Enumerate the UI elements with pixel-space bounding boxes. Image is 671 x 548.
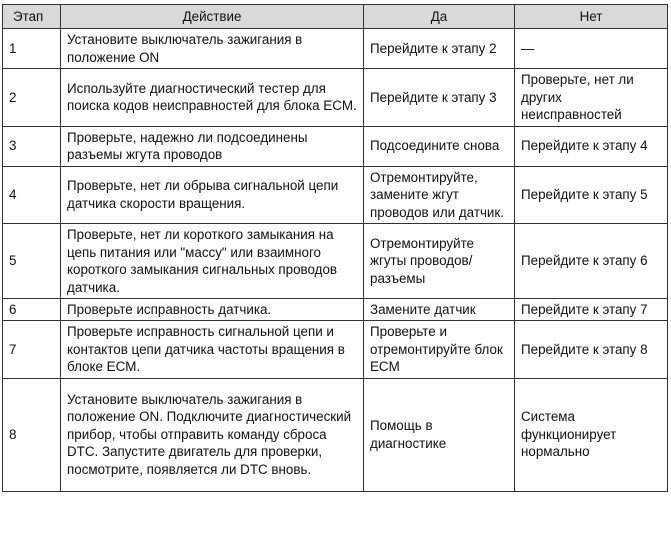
- step-cell: 3: [3, 126, 61, 166]
- header-yes: Да: [364, 5, 515, 29]
- table-row: [3, 224, 668, 299]
- table-header-row: [3, 5, 668, 29]
- action-cell: Проверьте, надежно ли подсоединены разъемы жгута проводов: [61, 126, 364, 166]
- table-row: [3, 69, 668, 127]
- action-cell: Проверьте, нет ли короткого замыкания на цепь питания или "массу" или взаимного короткого замыкания сигнальных проводов датчика.: [61, 224, 364, 299]
- table-row: [3, 29, 668, 69]
- no-cell: —: [515, 29, 668, 69]
- yes-cell: Отремонтируйте, замените жгут проводов или датчик.: [364, 166, 515, 224]
- step-cell: 6: [3, 299, 61, 321]
- step-cell: 5: [3, 224, 61, 299]
- no-cell: Перейдите к этапу 8: [515, 321, 668, 379]
- yes-cell: Подсоедините снова: [364, 126, 515, 166]
- yes-cell: Помощь в диагностике: [364, 378, 515, 491]
- action-cell: Установите выключатель зажигания в положение ON. Подключите диагностический прибор, чтобы отправить команду сброса DTC. Запустите двигатель для проверки, посмотрите, появляется ли DTC вновь.: [61, 378, 364, 491]
- no-cell: Перейдите к этапу 6: [515, 224, 668, 299]
- table-row: [3, 321, 668, 379]
- no-cell: Проверьте, нет ли других неисправностей: [515, 69, 668, 127]
- step-cell: 4: [3, 166, 61, 224]
- table-row: [3, 299, 668, 321]
- no-cell: Перейдите к этапу 4: [515, 126, 668, 166]
- yes-cell: Замените датчик: [364, 299, 515, 321]
- table-row: [3, 126, 668, 166]
- no-cell: Система функционирует нормально: [515, 378, 668, 491]
- action-cell: Установите выключатель зажигания в положение ON: [61, 29, 364, 69]
- table-row: [3, 378, 668, 491]
- step-cell: 2: [3, 69, 61, 127]
- table-row: [3, 166, 668, 224]
- yes-cell: Перейдите к этапу 2: [364, 29, 515, 69]
- no-cell: Перейдите к этапу 5: [515, 166, 668, 224]
- header-action: Действие: [61, 5, 364, 29]
- yes-cell: Проверьте и отремонтируйте блок ECM: [364, 321, 515, 379]
- no-cell: Перейдите к этапу 7: [515, 299, 668, 321]
- action-cell: Проверьте, нет ли обрыва сигнальной цепи датчика скорости вращения.: [61, 166, 364, 224]
- step-cell: 1: [3, 29, 61, 69]
- step-cell: 7: [3, 321, 61, 379]
- yes-cell: Отремонтируйте жгуты проводов/ разъемы: [364, 224, 515, 299]
- action-cell: Проверьте исправность датчика.: [61, 299, 364, 321]
- step-cell: 8: [3, 378, 61, 491]
- action-cell: Используйте диагностический тестер для поиска кодов неисправностей для блока ECM.: [61, 69, 364, 127]
- action-cell: Проверьте исправность сигнальной цепи и контактов цепи датчика частоты вращения в блоке ECM.: [61, 321, 364, 379]
- header-no: Нет: [515, 5, 668, 29]
- diagnostic-table: [2, 4, 668, 492]
- yes-cell: Перейдите к этапу 3: [364, 69, 515, 127]
- header-step: Этап: [3, 5, 61, 29]
